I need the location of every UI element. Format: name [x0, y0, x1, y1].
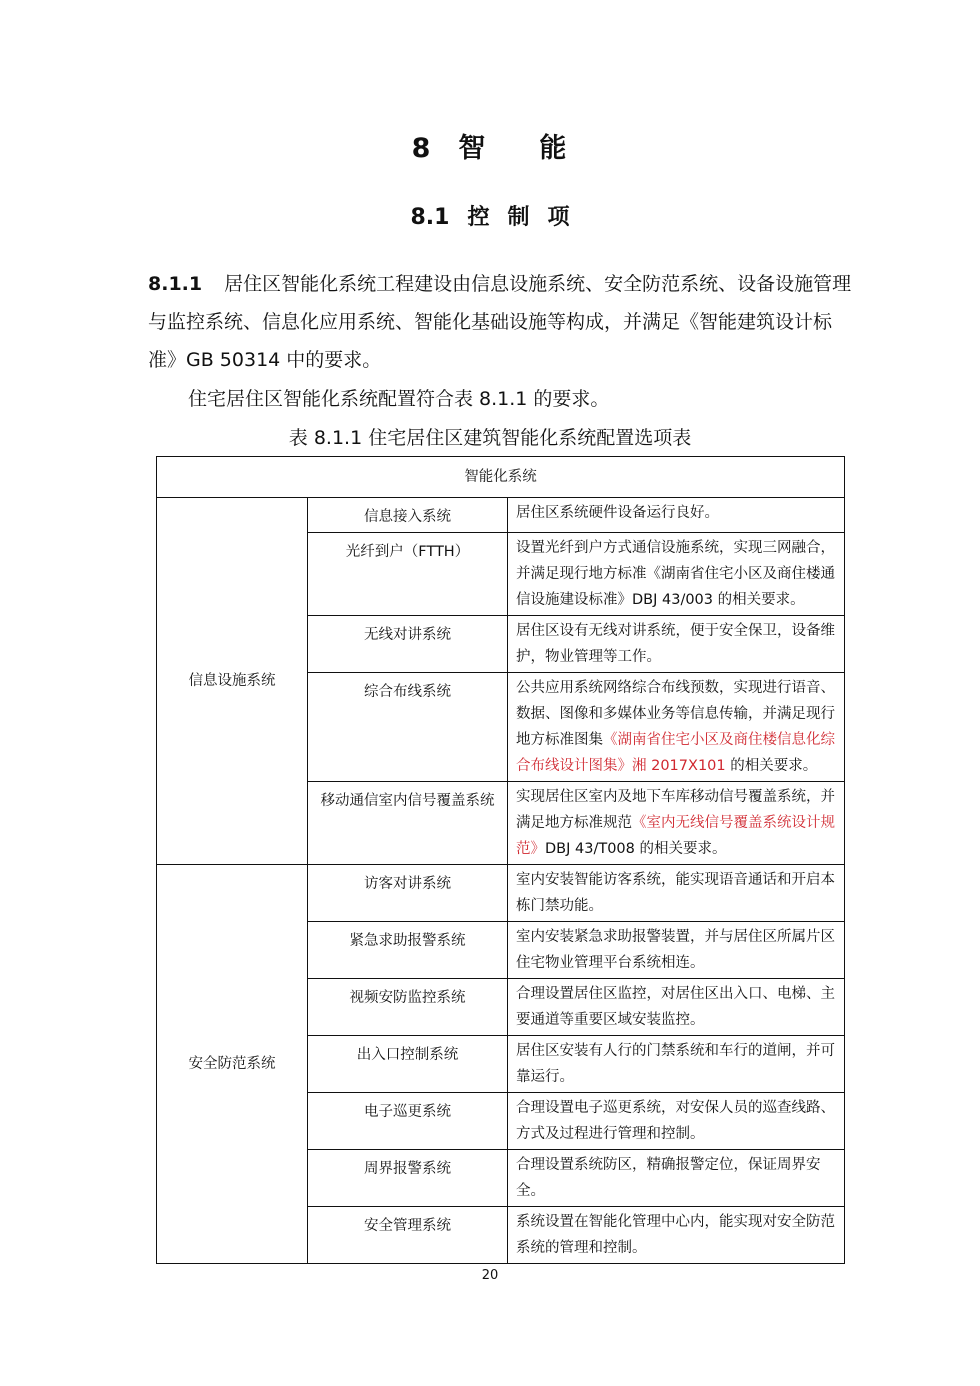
- section-title-char-3: 项: [547, 205, 570, 230]
- system-name: 紧急求助报警系统: [308, 922, 508, 979]
- system-name: 访客对讲系统: [308, 865, 508, 922]
- system-name: 信息接入系统: [308, 498, 508, 533]
- standard-reference: 《室内无线信号覆盖系统设计规范》: [516, 815, 835, 857]
- system-description: 室内安装智能访客系统，能实现语音通话和开启本栋门禁功能。: [508, 865, 845, 922]
- system-name: 安全管理系统: [308, 1207, 508, 1264]
- system-description: 室内安装紧急求助报警装置，并与居住区所属片区住宅物业管理平台系统相连。: [508, 922, 845, 979]
- standard-reference: 《湖南省住宅小区及商住楼信息化综合布线设计图集》湘 2017X101: [516, 732, 835, 774]
- system-description: 居住区安装有人行的门禁系统和车行的道闸，并可靠运行。: [508, 1036, 845, 1093]
- description-text: 公共应用系统网络综合布线预数，实现进行语音、数据、图像和多媒体业务等信息传输，并满足现行地方标准图集: [516, 680, 835, 748]
- system-description: [508, 782, 845, 865]
- system-description: 合理设置电子巡更系统，对安保人员的巡查线路、方式及过程进行管理和控制。: [508, 1093, 845, 1150]
- group-name: 信息设施系统: [157, 498, 308, 865]
- table-reference-paragraph: 住宅居住区智能化系统配置符合表 8.1.1 的要求。: [188, 388, 610, 410]
- section-title-char-2: 制: [507, 205, 530, 230]
- chapter-title: [0, 126, 980, 165]
- clause-8-1-1: [148, 265, 858, 379]
- table-header-row: [157, 457, 845, 498]
- system-description: 居住区设有无线对讲系统，便于安全保卫，设备维护，物业管理等工作。: [508, 616, 845, 673]
- table-header: 智能化系统: [157, 457, 845, 498]
- section-number: 8.1: [410, 205, 450, 230]
- system-name: 综合布线系统: [308, 673, 508, 782]
- page-number: 20: [481, 1268, 499, 1283]
- chapter-number: 8: [411, 133, 433, 164]
- system-description: 合理设置系统防区，精确报警定位，保证周界安全。: [508, 1150, 845, 1207]
- system-description: 居住区系统硬件设备运行良好。: [508, 498, 845, 533]
- system-name: 周界报警系统: [308, 1150, 508, 1207]
- chapter-title-char-1: 智: [458, 133, 488, 164]
- system-name: 电子巡更系统: [308, 1093, 508, 1150]
- chapter-title-char-2: 能: [539, 133, 569, 164]
- table-caption: 表 8.1.1 住宅居住区建筑智能化系统配置选项表: [288, 427, 692, 449]
- system-name: 出入口控制系统: [308, 1036, 508, 1093]
- table-row: [157, 498, 845, 533]
- system-description: 系统设置在智能化管理中心内，能实现对安全防范系统的管理和控制。: [508, 1207, 845, 1264]
- description-text: 的相关要求。: [725, 758, 818, 774]
- description-text: DBJ 43/T008 的相关要求。: [545, 841, 727, 857]
- system-description: 合理设置居住区监控，对居住区出入口、电梯、主要通道等重要区域安装监控。: [508, 979, 845, 1036]
- system-description: [508, 673, 845, 782]
- system-name: 光纤到户（FTTH）: [308, 533, 508, 616]
- section-title: [0, 200, 980, 231]
- system-description: 设置光纤到户方式通信设施系统，实现三网融合，并满足现行地方标准《湖南省住宅小区及商住楼通信设施建设标准》DBJ 43/003 的相关要求。: [508, 533, 845, 616]
- config-table: [156, 456, 845, 1264]
- system-name: 移动通信室内信号覆盖系统: [308, 782, 508, 865]
- system-name: 视频安防监控系统: [308, 979, 508, 1036]
- clause-number: 8.1.1: [148, 273, 203, 295]
- clause-text: 居住区智能化系统工程建设由信息设施系统、安全防范系统、设备设施管理与监控系统、信息化应用系统、智能化基础设施等构成，并满足《智能建筑设计标准》GB 50314 中的要求。: [148, 273, 852, 371]
- table-row: [157, 865, 845, 922]
- system-name: 无线对讲系统: [308, 616, 508, 673]
- group-name: 安全防范系统: [157, 865, 308, 1264]
- description-text: 实现居住区室内及地下车库移动信号覆盖系统，并满足地方标准规范: [516, 789, 835, 831]
- section-title-char-1: 控: [467, 205, 490, 230]
